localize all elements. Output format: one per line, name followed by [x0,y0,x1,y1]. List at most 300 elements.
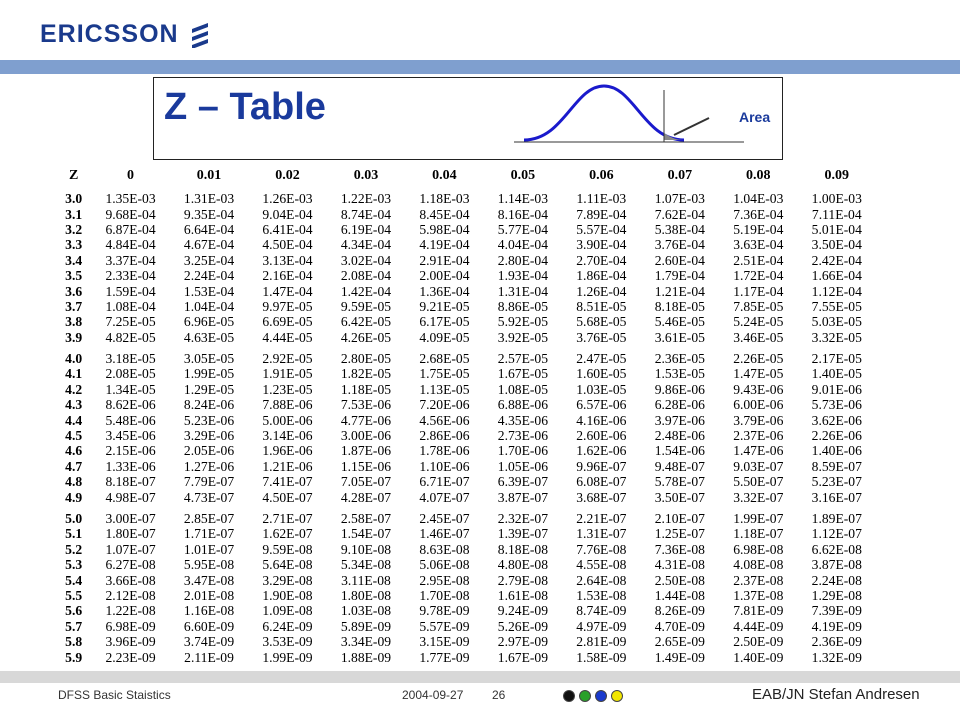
z-value: 5.0 [65,511,83,526]
table-cell: 6.69E-05 [262,314,313,330]
table-cell: 5.23E-06 [183,412,235,428]
table-cell: 1.66E-04 [811,268,862,284]
table-cell: 7.20E-06 [419,397,470,413]
table-cell: 8.18E-05 [654,298,705,314]
table-cell: 7.81E-09 [733,603,784,619]
table-cell: 3.74E-09 [183,634,235,650]
table-cell: 3.68E-07 [576,489,627,505]
table-cell: 6.19E-04 [340,221,392,237]
table-cell: 1.21E-04 [654,283,705,299]
table-cell: 2.95E-08 [419,572,470,588]
table-cell: 2.70E-04 [576,252,627,268]
table-cell: 5.98E-04 [419,221,470,237]
table-cell: 7.25E-05 [105,314,156,330]
logo-text: ERICSSON [40,20,179,48]
table-cell: 3.00E-07 [105,511,156,526]
table-cell: 9.43E-06 [733,381,784,397]
table-cell: 1.82E-05 [340,366,392,382]
table-cell: 8.18E-07 [105,474,156,490]
table-cell: 4.84E-04 [105,237,156,253]
table-cell: 4.55E-08 [576,557,627,573]
table-cell: 2.37E-06 [733,428,784,444]
table-cell: 6.00E-06 [733,397,784,413]
dot-icon [595,690,607,702]
table-cell: 8.26E-09 [654,603,705,619]
table-cell: 1.77E-09 [419,649,470,665]
table-cell: 1.18E-07 [733,526,784,542]
table-cell: 1.34E-05 [105,381,156,397]
footer-date: 2004-09-27 [402,688,464,702]
table-row [56,268,876,283]
table-cell: 8.51E-05 [576,298,627,314]
table-cell: 2.47E-05 [576,351,627,367]
table-cell: 9.97E-05 [262,298,313,314]
table-cell: 1.31E-03 [183,191,235,207]
table-cell: 2.97E-09 [497,634,548,650]
table-cell: 1.71E-07 [183,526,235,542]
table-row [56,382,876,397]
table-cell: 3.50E-04 [811,237,862,253]
table-cell: 4.35E-06 [497,412,548,428]
table-cell: 6.42E-05 [340,314,392,330]
z-value: 5.7 [65,618,83,634]
table-cell: 1.23E-05 [262,381,313,397]
z-value: 3.8 [65,314,83,330]
z-value: 4.5 [65,428,83,444]
table-row [56,428,876,443]
area-label: Area [739,109,771,125]
table-cell: 1.29E-05 [183,381,235,397]
table-cell: 1.40E-06 [811,443,862,459]
table-cell: 1.39E-07 [497,526,548,542]
table-cell: 1.70E-06 [497,443,548,459]
table-cell: 1.07E-07 [105,541,156,557]
table-cell: 1.42E-04 [340,283,392,299]
page-title: Z – Table [164,86,326,128]
table-cell: 3.76E-04 [654,237,705,253]
table-cell: 3.34E-09 [340,634,392,650]
table-cell: 2.60E-06 [576,428,627,444]
z-value: 3.6 [65,283,83,299]
table-cell: 1.60E-05 [576,366,627,382]
table-cell: 1.75E-05 [419,366,470,382]
table-cell: 4.28E-07 [340,489,392,505]
table-cell: 2.48E-06 [654,428,705,444]
table-cell: 1.22E-08 [105,603,156,619]
table-cell: 4.34E-04 [340,237,392,253]
title-box [153,77,783,160]
table-row [56,634,876,649]
table-cell: 5.77E-04 [497,221,548,237]
table-cell: 1.03E-05 [576,381,627,397]
table-cell: 5.57E-09 [419,618,470,634]
table-cell: 3.87E-07 [497,489,548,505]
table-cell: 2.08E-04 [340,268,392,284]
table-cell: 2.92E-05 [262,351,313,367]
table-cell: 1.18E-03 [419,191,470,207]
table-cell: 1.08E-04 [105,298,156,314]
table-cell: 3.79E-06 [733,412,784,428]
table-cell: 1.46E-07 [419,526,470,542]
table-cell: 8.86E-05 [497,298,548,314]
table-cell: 5.19E-04 [733,221,784,237]
z-value: 4.7 [65,458,83,474]
column-header: 0.04 [432,168,457,183]
table-cell: 6.08E-07 [576,474,627,490]
table-cell: 4.50E-07 [262,489,313,505]
table-row [56,330,876,345]
z-value: 3.7 [65,298,83,314]
table-cell: 3.32E-07 [733,489,784,505]
table-cell: 1.62E-07 [262,526,313,542]
table-cell: 5.46E-05 [654,314,705,330]
table-cell: 6.41E-04 [262,221,313,237]
table-row [56,459,876,474]
table-cell: 6.88E-06 [497,397,548,413]
column-header: 0 [127,168,135,183]
table-cell: 2.24E-04 [183,268,235,284]
table-cell: 9.03E-07 [733,458,784,474]
table-cell: 6.98E-08 [733,541,784,557]
table-cell: 1.11E-03 [576,191,627,207]
table-cell: 1.33E-06 [105,458,156,474]
table-cell: 5.01E-04 [811,221,862,237]
table-cell: 1.40E-05 [811,366,862,382]
table-cell: 1.18E-05 [340,381,392,397]
table-cell: 3.14E-06 [262,428,313,444]
table-cell: 9.96E-07 [576,458,627,474]
table-cell: 3.96E-09 [105,634,156,650]
table-cell: 5.38E-04 [654,221,705,237]
table-cell: 1.21E-06 [262,458,313,474]
table-cell: 1.03E-08 [340,603,392,619]
table-cell: 6.57E-06 [576,397,627,413]
table-cell: 4.67E-04 [183,237,235,253]
z-value: 4.1 [65,366,83,382]
table-cell: 1.99E-07 [733,511,784,526]
table-cell: 8.18E-08 [497,541,548,557]
table-cell: 5.57E-04 [576,221,627,237]
table-cell: 2.68E-05 [419,351,470,367]
table-cell: 3.15E-09 [419,634,470,650]
z-value: 3.5 [65,268,83,284]
z-table [56,165,876,686]
table-cell: 5.00E-06 [262,412,313,428]
table-cell: 3.63E-04 [733,237,784,253]
table-cell: 6.60E-09 [183,618,235,634]
table-cell: 2.50E-08 [654,572,705,588]
dot-icon [611,690,623,702]
table-cell: 2.58E-07 [340,511,392,526]
z-value: 3.3 [65,237,83,253]
table-cell: 1.04E-04 [183,298,235,314]
table-cell: 6.64E-04 [183,221,235,237]
table-cell: 3.00E-06 [340,428,392,444]
table-cell: 7.76E-08 [576,541,627,557]
table-cell: 7.79E-07 [183,474,235,490]
z-value: 4.6 [65,443,83,459]
table-cell: 9.48E-07 [654,458,705,474]
column-header: 0.08 [746,168,771,183]
table-cell: 2.80E-05 [340,351,392,367]
dot-icon [563,690,575,702]
table-cell: 1.05E-06 [497,458,548,474]
table-cell: 8.24E-06 [183,397,235,413]
table-cell: 3.47E-08 [183,572,235,588]
table-cell: 7.62E-04 [654,206,705,222]
table-cell: 2.60E-04 [654,252,705,268]
table-row [56,489,876,504]
table-cell: 5.23E-07 [811,474,862,490]
table-cell: 2.15E-06 [105,443,156,459]
table-cell: 9.04E-04 [262,206,313,222]
table-row [56,191,876,206]
table-cell: 1.26E-03 [262,191,313,207]
table-cell: 1.17E-04 [733,283,784,299]
table-row [56,588,876,603]
table-cell: 9.59E-05 [340,298,392,314]
table-cell: 1.16E-08 [183,603,235,619]
table-cell: 2.36E-09 [811,634,862,650]
table-row [56,572,876,587]
table-cell: 8.74E-09 [576,603,627,619]
table-cell: 2.11E-09 [184,649,234,665]
table-cell: 1.96E-06 [262,443,313,459]
table-cell: 4.56E-06 [419,412,470,428]
table-cell: 3.25E-04 [183,252,235,268]
table-cell: 4.97E-09 [576,618,627,634]
table-cell: 9.86E-06 [654,381,705,397]
footer-band [0,671,960,683]
table-cell: 2.24E-08 [811,572,862,588]
table-cell: 1.86E-04 [576,268,627,284]
table-cell: 2.33E-04 [105,268,156,284]
table-cell: 4.16E-06 [576,412,627,428]
table-cell: 1.35E-03 [105,191,156,207]
z-value: 4.2 [65,381,83,397]
table-cell: 7.53E-06 [340,397,392,413]
table-cell: 6.17E-05 [419,314,470,330]
table-cell: 1.93E-04 [497,268,548,284]
table-row [56,283,876,298]
table-cell: 1.01E-07 [183,541,235,557]
table-header [56,165,876,187]
z-value: 3.0 [65,191,83,207]
table-cell: 1.14E-03 [497,191,548,207]
table-cell: 1.70E-08 [419,587,470,603]
table-cell: 2.91E-04 [419,252,470,268]
table-cell: 7.88E-06 [262,397,313,413]
table-cell: 4.77E-06 [340,412,392,428]
table-cell: 1.12E-07 [811,526,862,542]
table-cell: 2.79E-08 [497,572,548,588]
table-cell: 1.31E-04 [497,283,548,299]
table-cell: 1.25E-07 [654,526,705,542]
table-body [56,191,876,686]
table-cell: 3.16E-07 [811,489,862,505]
table-cell: 5.95E-08 [183,557,235,573]
table-cell: 1.80E-08 [340,587,392,603]
table-cell: 2.51E-04 [733,252,784,268]
table-cell: 1.72E-04 [733,268,784,284]
table-cell: 4.44E-09 [733,618,784,634]
table-row [56,603,876,618]
z-value: 3.4 [65,252,83,268]
table-cell: 1.40E-09 [733,649,784,665]
table-cell: 7.11E-04 [811,206,862,222]
table-cell: 1.87E-06 [340,443,392,459]
dot-icon [579,690,591,702]
table-cell: 1.61E-08 [497,587,548,603]
z-value: 5.3 [65,557,83,573]
z-value: 5.1 [65,526,83,542]
table-row [56,542,876,557]
table-cell: 1.08E-05 [497,381,548,397]
table-cell: 2.36E-05 [654,351,705,367]
table-row [56,397,876,412]
table-cell: 2.17E-05 [811,351,862,367]
table-cell: 4.31E-08 [654,557,705,573]
header-band [0,60,960,74]
z-value: 4.4 [65,412,83,428]
table-cell: 3.46E-05 [733,329,784,345]
table-row [56,366,876,381]
column-header: 0.02 [275,168,300,183]
table-cell: 5.34E-08 [340,557,392,573]
table-cell: 1.58E-09 [576,649,627,665]
table-cell: 3.87E-08 [811,557,862,573]
table-cell: 1.09E-08 [262,603,313,619]
table-cell: 8.62E-06 [105,397,156,413]
table-cell: 1.13E-05 [419,381,470,397]
table-cell: 1.89E-07 [811,511,862,526]
table-cell: 1.37E-08 [733,587,784,603]
table-cell: 2.73E-06 [497,428,548,444]
table-row [56,222,876,237]
table-cell: 8.16E-04 [497,206,548,222]
table-cell: 1.27E-06 [183,458,235,474]
table-row [56,299,876,314]
z-value: 5.2 [65,541,83,557]
table-cell: 6.98E-09 [105,618,156,634]
table-cell: 1.32E-09 [811,649,862,665]
table-cell: 5.24E-05 [733,314,784,330]
table-cell: 9.35E-04 [183,206,235,222]
table-cell: 4.70E-09 [654,618,705,634]
table-cell: 2.05E-06 [183,443,235,459]
table-cell: 5.64E-08 [262,557,313,573]
table-cell: 5.78E-07 [654,474,705,490]
table-cell: 3.29E-06 [183,428,235,444]
z-value: 5.5 [65,587,83,603]
table-cell: 1.00E-03 [811,191,862,207]
table-cell: 5.50E-07 [733,474,784,490]
table-row [56,206,876,221]
table-cell: 7.36E-04 [733,206,784,222]
table-cell: 2.42E-04 [811,252,862,268]
table-cell: 9.78E-09 [419,603,470,619]
table-row [56,557,876,572]
table-cell: 9.24E-09 [497,603,548,619]
table-row [56,649,876,664]
table-cell: 2.32E-07 [497,511,548,526]
table-cell: 9.68E-04 [105,206,156,222]
table-row [56,474,876,489]
table-cell: 1.67E-09 [497,649,548,665]
table-cell: 5.48E-06 [105,412,156,428]
table-cell: 2.65E-09 [654,634,705,650]
z-value: 3.2 [65,221,83,237]
table-cell: 1.10E-06 [419,458,470,474]
table-cell: 1.44E-08 [654,587,705,603]
z-value: 5.6 [65,603,83,619]
table-row [56,619,876,634]
table-row [56,237,876,252]
ericsson-mark-icon [189,22,211,48]
table-cell: 2.16E-04 [262,268,313,284]
table-cell: 6.27E-08 [105,557,156,573]
table-cell: 8.59E-07 [811,458,862,474]
table-cell: 1.59E-04 [105,283,156,299]
table-cell: 9.10E-08 [340,541,392,557]
table-row [56,443,876,458]
table-cell: 6.71E-07 [419,474,470,490]
table-row [56,511,876,526]
table-cell: 6.62E-08 [811,541,862,557]
table-cell: 2.50E-09 [733,634,784,650]
table-cell: 1.31E-07 [576,526,627,542]
table-cell: 3.50E-07 [654,489,705,505]
table-cell: 4.07E-07 [419,489,470,505]
table-cell: 3.18E-05 [105,351,156,367]
column-header: 0.06 [589,168,614,183]
table-cell: 1.47E-05 [733,366,784,382]
table-cell: 9.59E-08 [262,541,313,557]
table-cell: 8.74E-04 [340,206,392,222]
table-cell: 5.68E-05 [576,314,627,330]
table-cell: 2.64E-08 [576,572,627,588]
table-cell: 2.21E-07 [576,511,627,526]
table-cell: 1.49E-09 [654,649,705,665]
table-cell: 3.66E-08 [105,572,156,588]
table-cell: 3.32E-05 [811,329,862,345]
table-cell: 9.01E-06 [811,381,862,397]
table-cell: 1.88E-09 [340,649,392,665]
table-cell: 3.29E-08 [262,572,313,588]
table-cell: 3.45E-06 [105,428,156,444]
table-cell: 3.97E-06 [654,412,705,428]
table-cell: 1.67E-05 [497,366,548,382]
table-cell: 1.99E-09 [262,649,313,665]
z-value: 5.8 [65,634,83,650]
z-value: 5.9 [65,649,83,665]
table-cell: 1.36E-04 [419,283,470,299]
z-value: 4.8 [65,474,83,490]
table-cell: 1.04E-03 [733,191,784,207]
table-row [56,526,876,541]
table-cell: 2.12E-08 [105,587,156,603]
table-cell: 7.55E-05 [811,298,862,314]
table-cell: 4.09E-05 [419,329,470,345]
table-cell: 1.80E-07 [105,526,156,542]
table-cell: 1.47E-04 [262,283,313,299]
table-cell: 7.85E-05 [733,298,784,314]
table-cell: 3.37E-04 [105,252,156,268]
table-row [56,314,876,329]
table-cell: 2.85E-07 [183,511,235,526]
table-cell: 5.06E-08 [419,557,470,573]
table-cell: 4.04E-04 [497,237,548,253]
